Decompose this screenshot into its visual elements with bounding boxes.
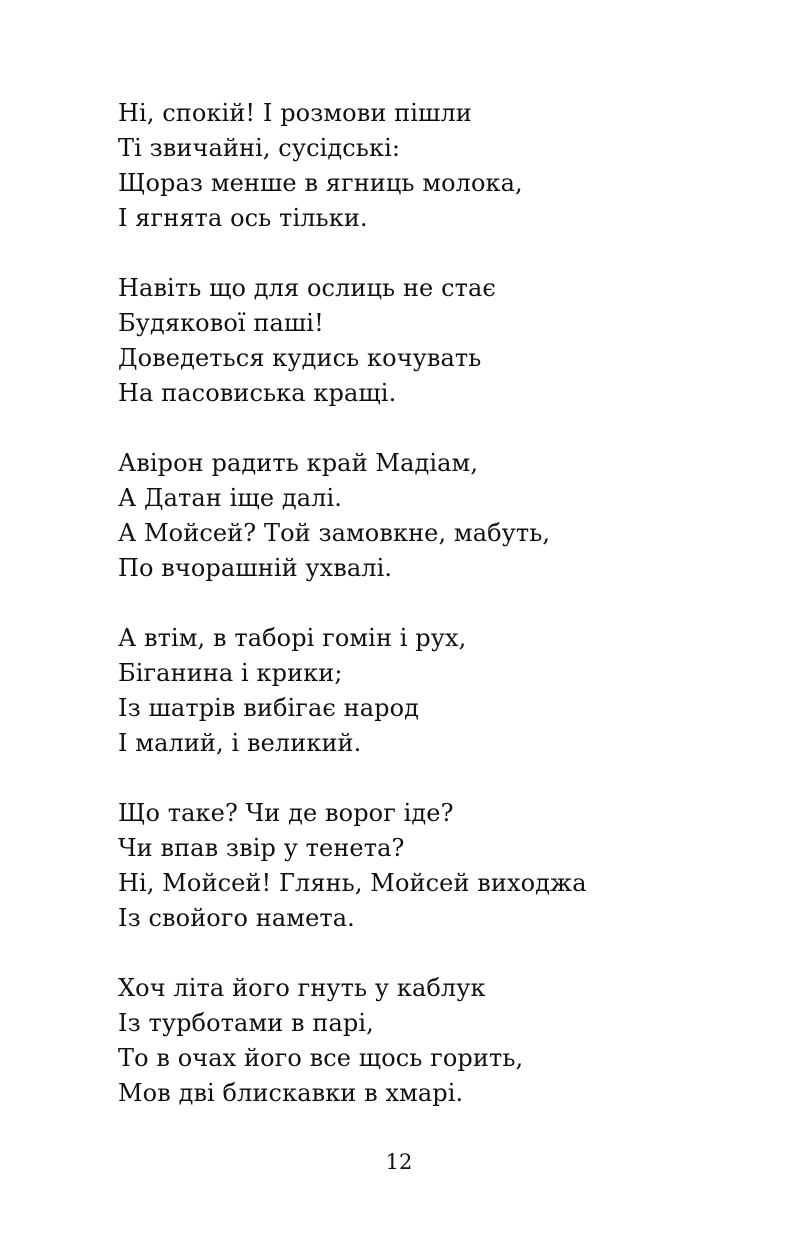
- verse-line: По вчорашній ухвалі.: [118, 554, 393, 582]
- stanza-6: [118, 971, 758, 1111]
- verse-line: Хоч літа його гнуть у каблук: [118, 974, 486, 1002]
- verse-line: Із турботами в парі,: [118, 1009, 374, 1037]
- verse-line: А втім, в таборі гомін і рух,: [118, 624, 467, 652]
- verse-line: Доведеться кудись кочувать: [118, 344, 482, 372]
- verse-line: А Датан іще далі.: [118, 484, 342, 512]
- verse-line: Будякової паші!: [118, 309, 324, 337]
- verse-line: Із свойого намета.: [118, 904, 355, 932]
- verse-line: І ягнята ось тільки.: [118, 204, 368, 232]
- verse-line: На пасовиська кращі.: [118, 379, 397, 407]
- stanza-2: [118, 271, 758, 411]
- verse-line: Навіть що для ослиць не стає: [118, 274, 496, 302]
- stanza-3: [118, 446, 758, 586]
- page-number: 12: [385, 1150, 413, 1174]
- verse-line: Із шатрів вибігає народ: [118, 694, 420, 722]
- stanza-1: [118, 96, 758, 236]
- verse-line: Ні, спокій! І розмови пішли: [118, 99, 472, 127]
- verse-line: Біганина і крики;: [118, 659, 343, 687]
- stanza-5: [118, 796, 758, 936]
- verse-line: Щораз менше в ягниць молока,: [118, 169, 523, 197]
- verse-line: Ні, Мойсей! Глянь, Мойсей виходжа: [118, 869, 587, 897]
- verse-line: Чи впав звір у тенета?: [118, 834, 405, 862]
- verse-line: А Мойсей? Той замовкне, мабуть,: [118, 519, 551, 547]
- stanza-4: [118, 621, 758, 761]
- verse-line: Авірон радить край Мадіам,: [118, 449, 479, 477]
- poem-text: [118, 96, 758, 1146]
- verse-line: Що таке? Чи де ворог іде?: [118, 799, 454, 827]
- verse-line: І малий, і великий.: [118, 729, 362, 757]
- verse-line: Мов дві блискавки в хмарі.: [118, 1079, 464, 1107]
- verse-line: Ті звичайні, сусідські:: [118, 134, 401, 162]
- verse-line: То в очах його все щось горить,: [118, 1044, 524, 1072]
